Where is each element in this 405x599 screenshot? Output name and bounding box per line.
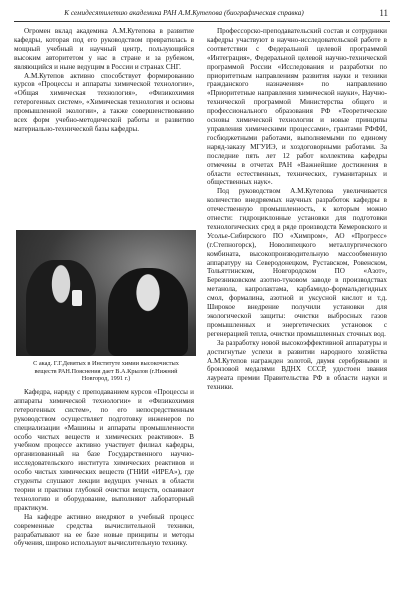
left-column-bottom — [14, 388, 194, 548]
paragraph: Огромен вклад академика А.М.Кутепова в развитие кафедры, которая под его руководством превратилась в мощный учебный и научный центр, пользующийся высоким авторитетом у нас в стране и за рубежом, являющийся и ныне ведущим в России и странах СНГ. — [14, 27, 194, 71]
photo-person-left — [26, 260, 96, 356]
paragraph: Под руководством А.М.Кутепова увеличивается количество внедряемых научных разработок кафедры в отечественную промышленность, к которым можно отнести: гидроциклонные установки для подготовки технологических сред в ряде производств Кемеровского и Усолье-Сибирского ПО «Химпром», АО «Прогресс» (г.Степногорск), Новолипецкого металлургического комбината, высокопроизводительную массообменную аппаратуру на Северодонецком, Руставском, Ровенском, Тольяттинском, Новгородском ПО «Азот», Березниковском азотно-туковом заводе в производствах метанола, капролактама, карбамидо-формальдегидных смол, формалина, азотной и уксусной кислот и т.д. Широкое внедрение получили установки для экологической защиты: очистки выбросных газов промышленных и энергетических установок с регенерацией тепла, очистки промышленных сточных вод. — [207, 187, 387, 338]
paragraph: Профессорско-преподавательский состав и сотрудники кафедры участвуют в научно-исследовательской работе в соответствии с Федеральной целевой программой «Интеграция», Федеральной целевой научно-технической программой России «Исследования и разработки по приоритетным направлениям развития науки и техники гражданского назначения» по направлению «Приоритетные направления химической науки», Научно-технической программой Министерства общего и профессионального образования РФ «Теоретические основы химической технологии и новые принципы управления химическими процессами», грантами РФФИ, госбюджетными работами, выполняемыми по единому наряд-заказу МГУИЭ, и хоздоговорными работами. За последние пять лет 12 работ коллектива кафедры отмечены в отчетах РАН «Важнейшие достижения в области естественных, технических, гуманитарных и общественных наук». — [207, 27, 387, 187]
photo-person-right — [108, 268, 188, 356]
right-column — [207, 27, 387, 392]
page-number: 11 — [379, 8, 388, 18]
photo-glass — [72, 290, 82, 306]
paragraph: Кафедра, наряду с преподаванием курсов «Процессы и аппараты химической технологии» и «Физикохимия гетерогенных систем», по его непосредственным руководством осуществляет подготовку инженеров по специализации «Машины и аппараты промышленности особо чистых веществ и химических реактивов». В учебном процессе активно участвует филиал кафедры, организованный на базе Государственного научно-исследовательского института химических реактивов и особо чистых химических веществ (ГНИИ «ИРЕА»), где студенты слушают лекции ведущих ученых в области теории и практики глубокой очистки веществ, осваивают технологию и оборудование, выполняют лабораторный практикум. — [14, 388, 194, 512]
running-header — [14, 6, 390, 22]
photo-caption: С акад. Г.Г.Девятых в Институте химии высокочистых веществ РАН.Пояснения дает В.А.Крылов (г.Нижний Новгород, 1991 г.) — [33, 360, 179, 383]
left-column-top — [14, 27, 194, 134]
paragraph: А.М.Кутепов активно способствует формированию курсов «Процессы и аппараты химической технологии», «Общая химическая технология», «Физикохимия гетерогенных систем», «Химическая технология и основы промышленной экологии», а также совершенствованию всех форм учебно-методической работы и развитию материально-технической базы кафедры. — [14, 71, 194, 133]
paragraph: За разработку новой высокоэффективной аппаратуры и достигнутые успехи в развитии народного хозяйства А.М.Кутепов награжден золотой, двумя серебряными и бронзовой медалями ВДНХ СССР, удостоен звания лауреата премии Правительства РФ в области науки и техники. — [207, 338, 387, 392]
photograph — [16, 230, 196, 356]
running-title: К семидесятилетию академика РАН А.М.Кутепова (биографическая справка) — [64, 9, 304, 17]
paragraph: На кафедре активно внедряют в учебный процесс современные средства вычислительной техники, разрабатывают на ее базе новые принципы и методы обучения, широко используют вычислительную технику. — [14, 512, 194, 548]
